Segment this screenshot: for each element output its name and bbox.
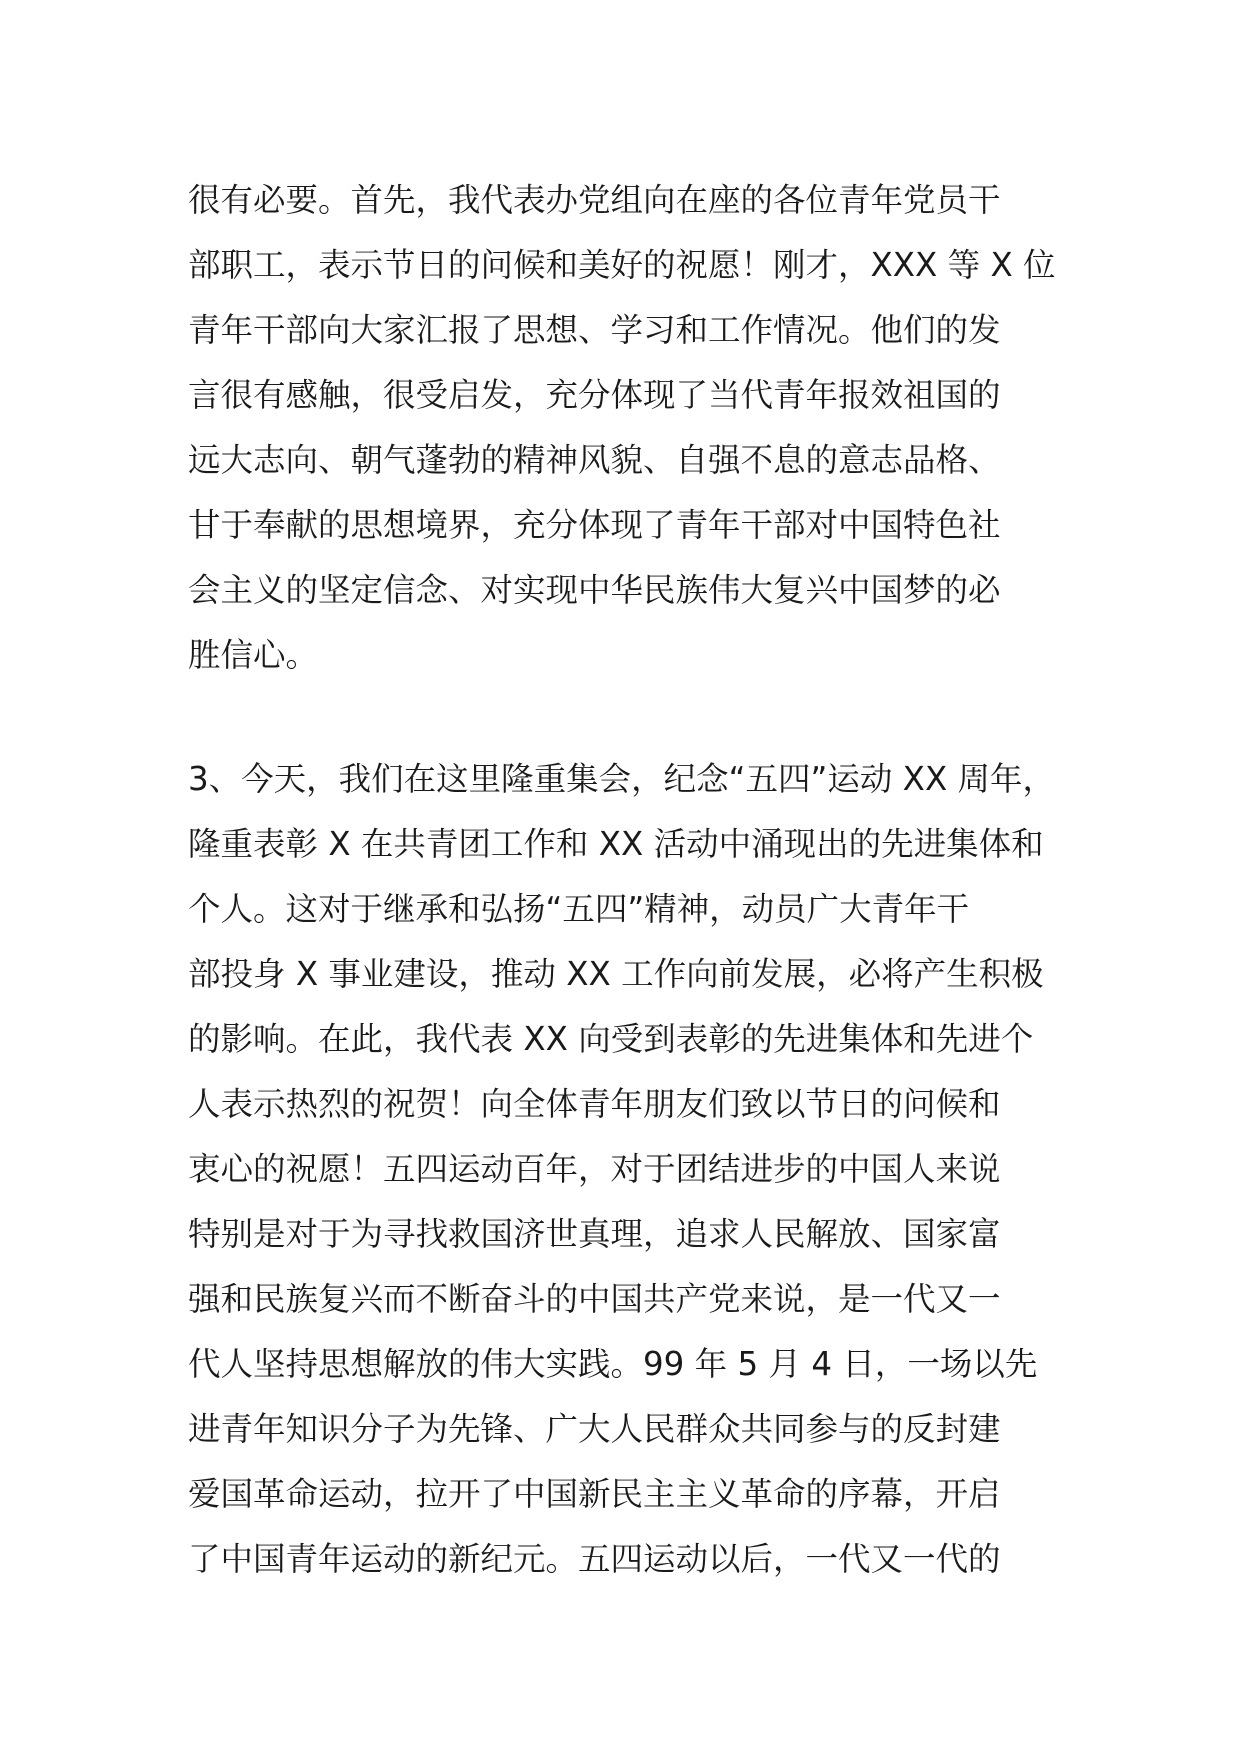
- text-line: 部职工，表示节日的问候和美好的祝愿！刚才，XXX 等 X 位: [188, 246, 1056, 284]
- text-line: 衷心的祝愿！五四运动百年，对于团结进步的中国人来说: [188, 1150, 1001, 1188]
- text-line: 甘于奉献的思想境界，充分体现了青年干部对中国特色社: [188, 506, 1001, 544]
- text-line: 爱国革命运动，拉开了中国新民主主义革命的序幕，开启: [188, 1475, 1001, 1513]
- text-line: 部投身 X 事业建设，推动 XX 工作向前发展，必将产生积极: [188, 955, 1044, 993]
- text-line: 远大志向、朝气蓬勃的精神风貌、自强不息的意志品格、: [188, 441, 1001, 479]
- text-line: 强和民族复兴而不断奋斗的中国共产党来说，是一代又一: [188, 1280, 1001, 1318]
- paragraph-1: [188, 168, 1088, 688]
- text-line: 代人坚持思想解放的伟大实践。99 年 5 月 4 日，一场以先: [188, 1345, 1038, 1383]
- text-line: 隆重表彰 X 在共青团工作和 XX 活动中涌现出的先进集体和: [188, 825, 1044, 863]
- text-line: 很有必要。首先，我代表办党组向在座的各位青年党员干: [188, 181, 1001, 219]
- text-line: 会主义的坚定信念、对实现中华民族伟大复兴中国梦的必: [188, 571, 1001, 609]
- text-line: 胜信心。: [188, 636, 319, 674]
- text-line: 了中国青年运动的新纪元。五四运动以后，一代又一代的: [188, 1540, 1001, 1578]
- text-line: 特别是对于为寻找救国济世真理，追求人民解放、国家富: [188, 1215, 1001, 1253]
- text-line: 3、今天，我们在这里隆重集会，纪念“五四”运动 XX 周年，: [188, 760, 1056, 798]
- text-line: 人表示热烈的祝贺！向全体青年朋友们致以节日的问候和: [188, 1085, 1001, 1123]
- text-line: 言很有感触，很受启发，充分体现了当代青年报效祖国的: [188, 376, 1001, 414]
- text-line: 的影响。在此，我代表 XX 向受到表彰的先进集体和先进个: [188, 1020, 1034, 1058]
- text-line: 青年干部向大家汇报了思想、学习和工作情况。他们的发: [188, 311, 1001, 349]
- text-line: 个人。这对于继承和弘扬“五四”精神，动员广大青年干: [188, 890, 970, 928]
- paragraph-2: [188, 747, 1088, 1592]
- text-line: 进青年知识分子为先锋、广大人民群众共同参与的反封建: [188, 1410, 1001, 1448]
